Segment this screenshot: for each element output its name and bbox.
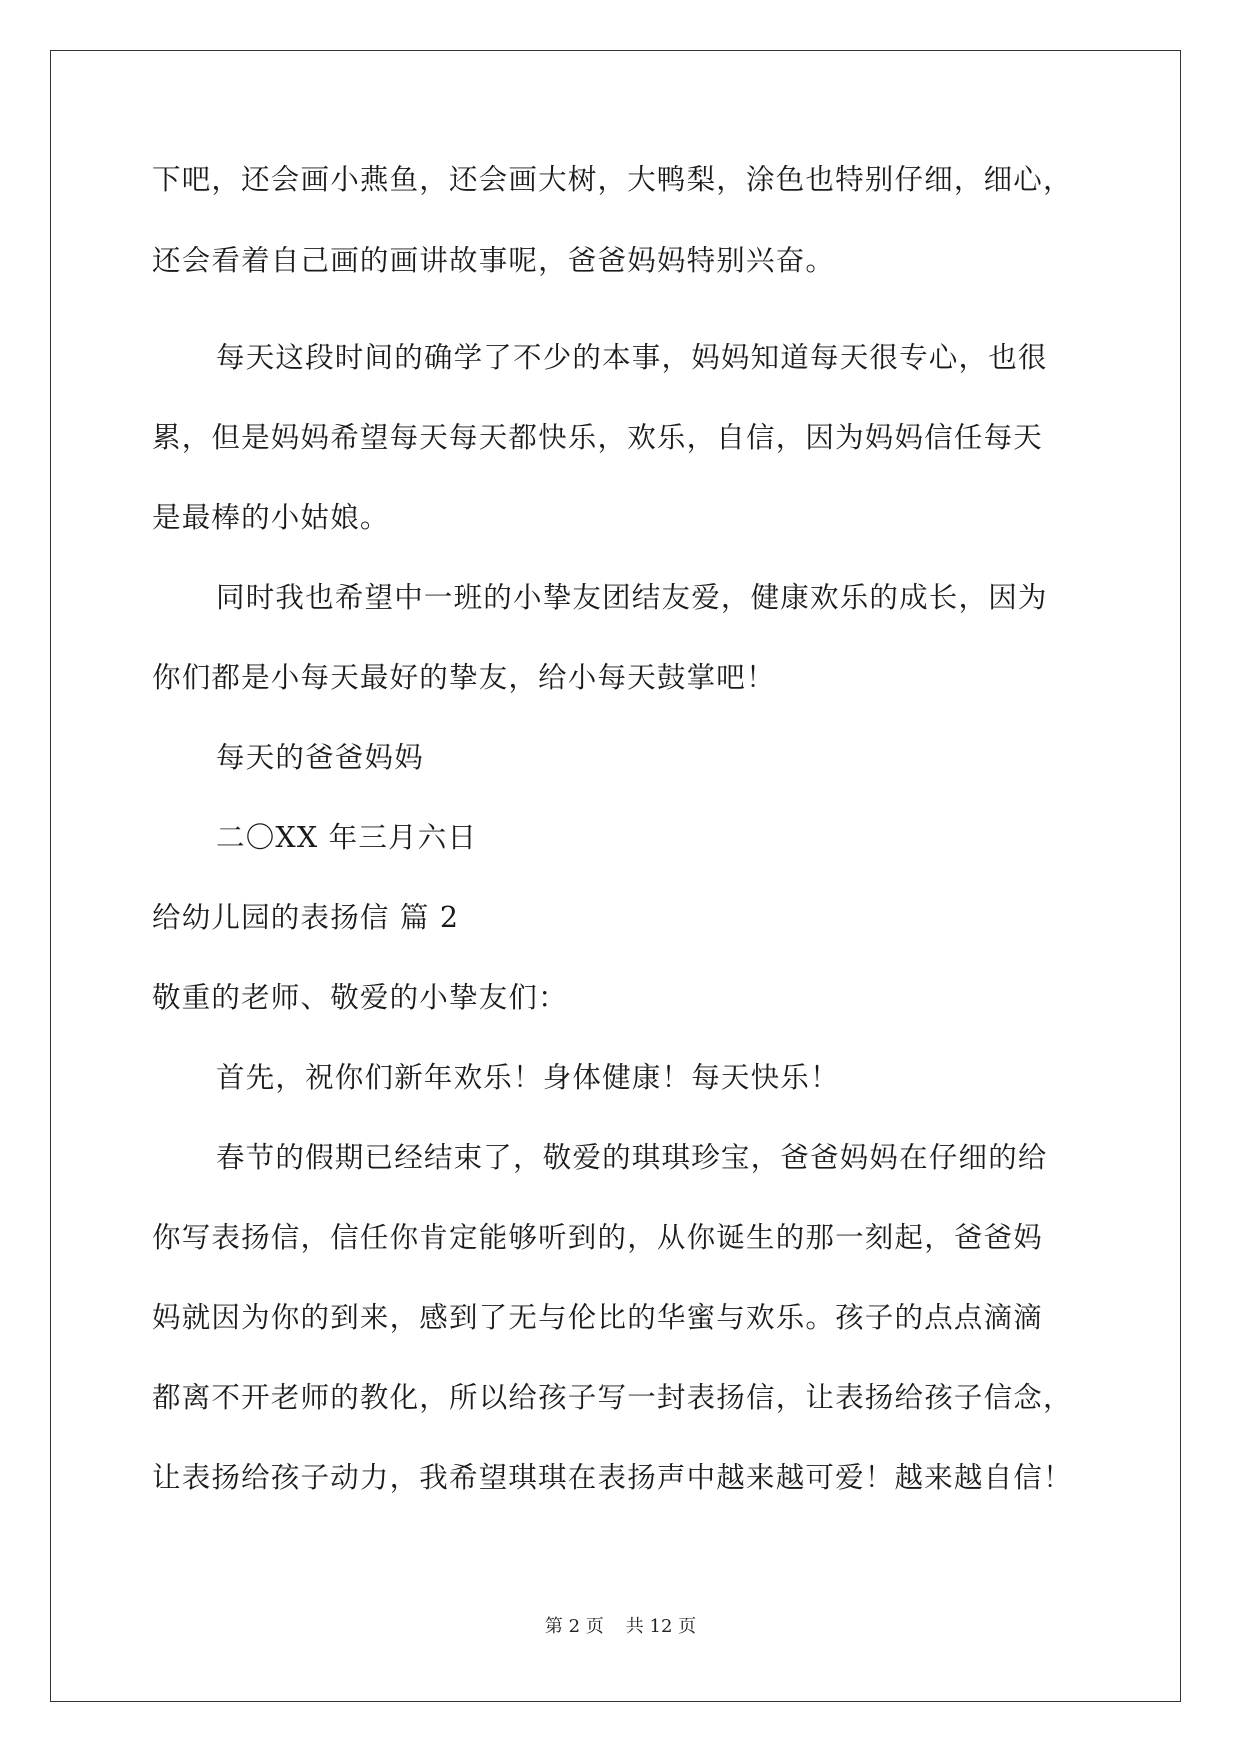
page-total: 共 12 页	[625, 1616, 697, 1637]
page-number: 第 2 页	[544, 1616, 604, 1637]
paragraph-start-line: 同时我也希望中一班的小挚友团结友爱，健康欢乐的成长，因为	[216, 581, 1048, 614]
text-line: 下吧，还会画小燕鱼，还会画大树，大鸭梨，涂色也特别仔细，细心，	[152, 163, 1073, 196]
text-line: 都离不开老师的教化，所以给孩子写一封表扬信，让表扬给孩子信念，	[152, 1381, 1073, 1414]
text-line: 是最棒的小姑娘。	[152, 501, 390, 534]
section-heading: 给幼儿园的表扬信 篇 2	[152, 901, 460, 934]
signature-line: 每天的爸爸妈妈	[216, 741, 424, 774]
paragraph-start-line: 每天这段时间的确学了不少的本事，妈妈知道每天很专心，也很	[216, 341, 1048, 374]
paragraph-start-line: 首先，祝你们新年欢乐！身体健康！每天快乐！	[216, 1061, 840, 1094]
page-footer	[0, 1615, 1241, 1639]
text-line: 妈就因为你的到来，感到了无与伦比的华蜜与欢乐。孩子的点点滴滴	[152, 1301, 1044, 1334]
text-line: 让表扬给孩子动力，我希望琪琪在表扬声中越来越可爱！越来越自信！	[152, 1461, 1073, 1494]
page-border	[50, 50, 1181, 1702]
salutation-line: 敬重的老师、敬爱的小挚友们：	[152, 981, 568, 1014]
date-line: 二〇XX 年三月六日	[216, 821, 478, 854]
text-line: 还会看着自己画的画讲故事呢，爸爸妈妈特别兴奋。	[152, 244, 836, 277]
text-line: 你们都是小每天最好的挚友，给小每天鼓掌吧！	[152, 661, 776, 694]
paragraph-start-line: 春节的假期已经结束了，敬爱的琪琪珍宝，爸爸妈妈在仔细的给	[216, 1141, 1048, 1174]
text-line: 累，但是妈妈希望每天每天都快乐，欢乐，自信，因为妈妈信任每天	[152, 421, 1044, 454]
text-line: 你写表扬信，信任你肯定能够听到的，从你诞生的那一刻起，爸爸妈	[152, 1221, 1044, 1254]
